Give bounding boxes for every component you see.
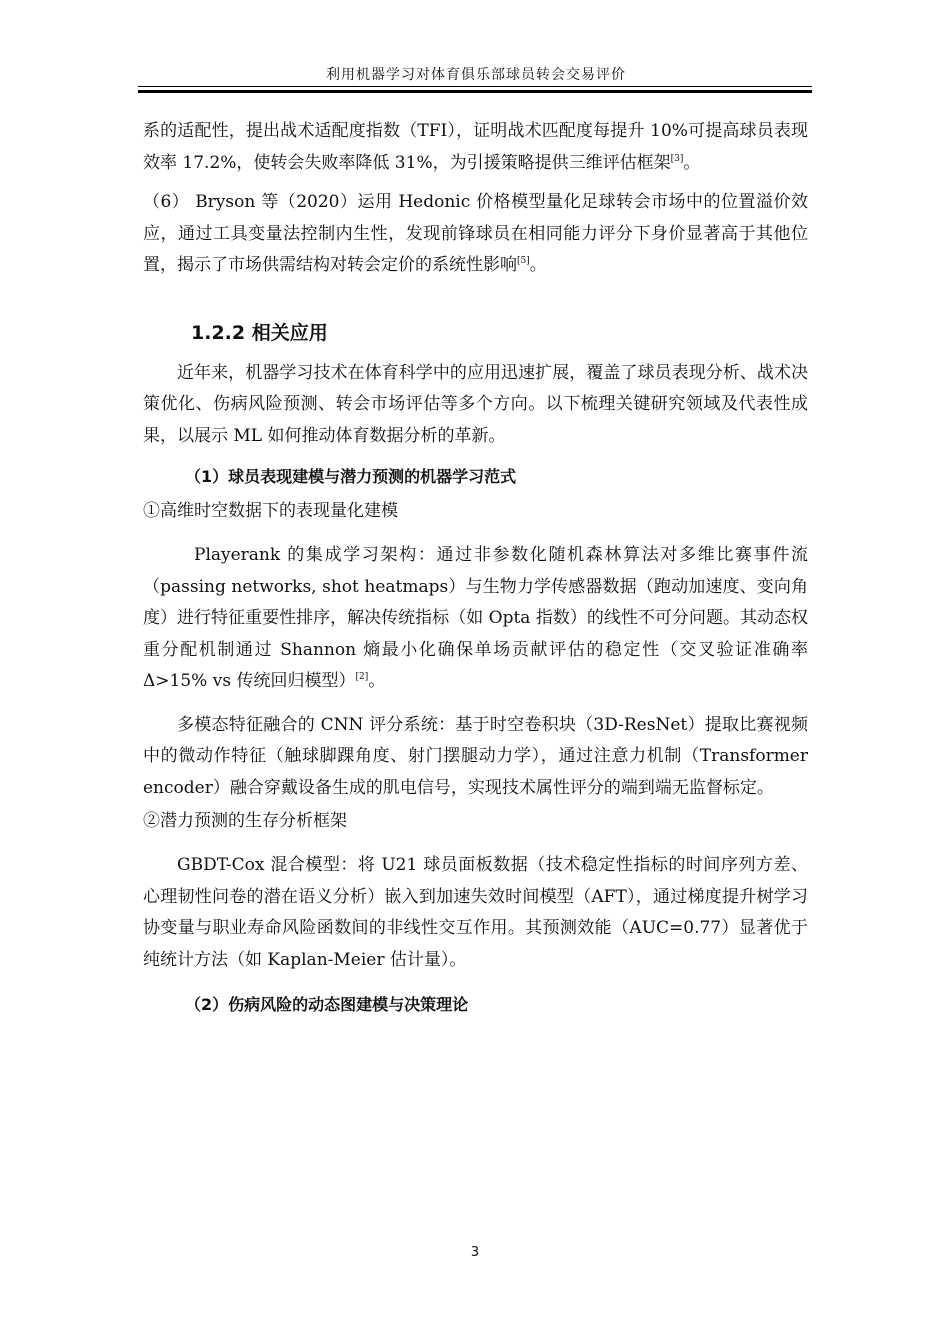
subsection-heading-1: （1）球员表现建模与潜力预测的机器学习范式 xyxy=(185,467,517,486)
section-heading: 1.2.2 相关应用 xyxy=(191,321,328,344)
header-rule-thick xyxy=(138,90,812,93)
paragraph-tfi: 系的适配性，提出战术适配度指数（TFI），证明战术匹配度每提升 10%可提高球员表现效率 17.2%，使转会失败率降低 31%，为引援策略提供三维评估框架[3]。 xyxy=(143,121,808,173)
citation-ref: [3] xyxy=(670,153,684,164)
page-body xyxy=(143,116,808,1022)
paragraph-cnn: 多模态特征融合的 CNN 评分系统：基于时空卷积块（3D-ResNet）提取比赛视频中的微动作特征（触球脚踝角度、射门摆腿动力学），通过注意力机制（Transformer encoder）融合穿戴设备生成的肌电信号，实现技术属性评分的端到端无监督标定。 xyxy=(143,714,808,798)
header-rule-thin xyxy=(138,86,812,87)
running-header: 利用机器学习对体育俱乐部球员转会交易评价 xyxy=(326,67,626,83)
citation-ref: [2] xyxy=(355,672,369,682)
paragraph-playerank: Playerank 的集成学习架构：通过非参数化随机森林算法对多维比赛事件流（passing networks, shot heatmaps）与生物力学传感器数据（跑动加速度、变向角度）进行特征重要性排序，解决传统指标（如 Opta 指数）的线性不可分问题。其动态权重分配机制通过 Shannon 熵最小化确保单场贡献评估的稳定性（交叉验证准确率 Δ>15% vs 传统回归模型）[2]。 xyxy=(143,545,808,691)
subheading-1a: ①高维时空数据下的表现量化建模 xyxy=(143,501,398,521)
paragraph-intro: 近年来，机器学习技术在体育科学中的应用迅速扩展，覆盖了球员表现分析、战术决策优化、伤病风险预测、转会市场评估等多个方向。以下梳理关键研究领域及代表性成果，以展示 ML 如何推动体育数据分析的革新。 xyxy=(143,362,808,446)
paragraph-gbdt: GBDT-Cox 混合模型：将 U21 球员面板数据（技术稳定性指标的时间序列方差、心理韧性问卷的潜在语义分析）嵌入到加速失效时间模型（AFT），通过梯度提升树学习协变量与职业寿命风险函数间的非线性交互作用。其预测效能（AUC=0.77）显著优于纯统计方法（如 Kaplan-Meier 估计量）。 xyxy=(143,855,808,970)
paragraph-bryson: （6） Bryson 等（2020）运用 Hedonic 价格模型量化足球转会市场中的位置溢价效应，通过工具变量法控制内生性，发现前锋球员在相同能力评分下身价显著高于其他位置，揭示了市场供需结构对转会定价的系统性影响[5]。 xyxy=(143,192,808,275)
subsection-heading-2: （2）伤病风险的动态图建模与决策理论 xyxy=(185,995,469,1014)
subheading-1b: ②潜力预测的生存分析框架 xyxy=(143,811,347,831)
page-number: 3 xyxy=(470,1245,480,1260)
citation-ref: [5] xyxy=(517,256,530,266)
